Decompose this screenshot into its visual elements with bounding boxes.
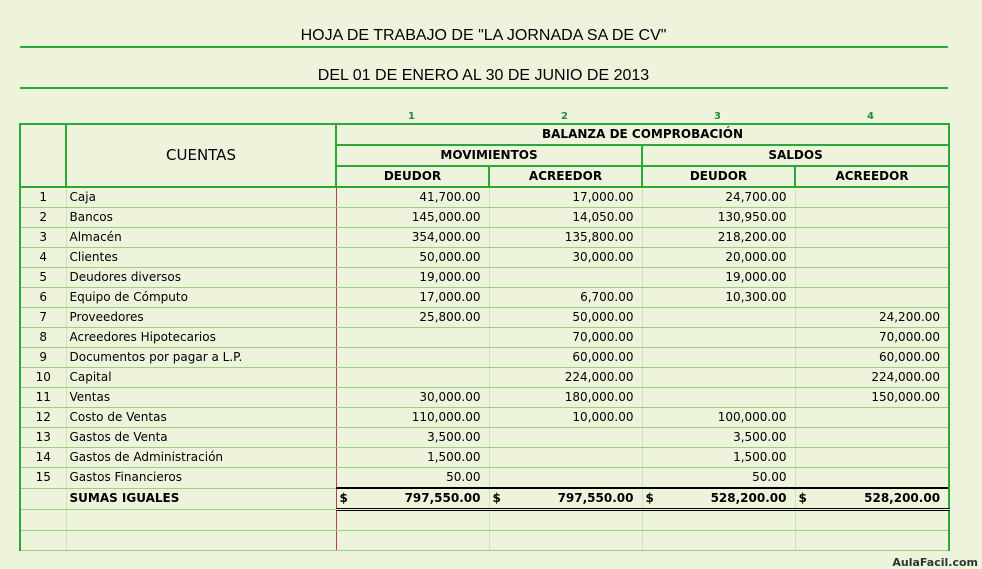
total-value: 797,550.00	[404, 491, 481, 505]
sal-acreedor-value	[795, 428, 949, 448]
sal-deudor-value: 130,950.00	[642, 208, 795, 228]
sal-deudor-value	[642, 368, 795, 388]
sal-deudor-value: 20,000.00	[642, 248, 795, 268]
totals-label: SUMAS IGUALES	[66, 488, 336, 510]
mov-deudor-value: 50.00	[336, 468, 489, 489]
account-name: Documentos por pagar a L.P.	[66, 348, 336, 368]
mov-deudor-value: 145,000.00	[336, 208, 489, 228]
column-number-4: 4	[867, 111, 874, 122]
sal-acreedor-value	[795, 228, 949, 248]
account-name: Clientes	[66, 248, 336, 268]
row-number: 10	[20, 368, 66, 388]
sal-deudor-value	[642, 348, 795, 368]
sal-deudor-value: 3,500.00	[642, 428, 795, 448]
table-row	[20, 448, 949, 468]
empty-row	[20, 531, 949, 551]
total-sal-acreedor	[795, 488, 949, 510]
row-number: 8	[20, 328, 66, 348]
sal-acreedor-value	[795, 288, 949, 308]
sal-deudor-header: DEUDOR	[642, 166, 795, 187]
row-number: 4	[20, 248, 66, 268]
mov-acreedor-value: 224,000.00	[489, 368, 642, 388]
account-name: Costo de Ventas	[66, 408, 336, 428]
totals-index-cell	[20, 488, 66, 510]
total-value: 797,550.00	[557, 491, 634, 505]
mov-acreedor-value: 6,700.00	[489, 288, 642, 308]
mov-deudor-value	[336, 328, 489, 348]
worksheet-table	[19, 123, 950, 551]
sal-acreedor-value	[795, 268, 949, 288]
account-name: Acreedores Hipotecarios	[66, 328, 336, 348]
account-name: Equipo de Cómputo	[66, 288, 336, 308]
empty-cell	[489, 510, 642, 531]
mov-deudor-value: 50,000.00	[336, 248, 489, 268]
sal-deudor-value: 10,300.00	[642, 288, 795, 308]
mov-acreedor-value	[489, 268, 642, 288]
mov-acreedor-value: 10,000.00	[489, 408, 642, 428]
empty-cell	[20, 510, 66, 531]
account-name: Caja	[66, 187, 336, 208]
account-name: Capital	[66, 368, 336, 388]
account-name: Bancos	[66, 208, 336, 228]
table-row	[20, 348, 949, 368]
table-row	[20, 187, 949, 208]
empty-cell	[66, 510, 336, 531]
table-body	[20, 187, 949, 551]
total-mov-deudor	[336, 488, 489, 510]
row-number: 14	[20, 448, 66, 468]
table-row	[20, 388, 949, 408]
table-row	[20, 228, 949, 248]
account-name: Deudores diversos	[66, 268, 336, 288]
header-index-cell	[20, 124, 66, 187]
sal-acreedor-value	[795, 248, 949, 268]
sal-deudor-value: 218,200.00	[642, 228, 795, 248]
mov-deudor-value: 41,700.00	[336, 187, 489, 208]
table-row	[20, 368, 949, 388]
empty-cell	[336, 510, 489, 531]
mov-deudor-value	[336, 348, 489, 368]
empty-row	[20, 510, 949, 531]
empty-cell	[795, 531, 949, 551]
row-number: 9	[20, 348, 66, 368]
row-number: 1	[20, 187, 66, 208]
total-value: 528,200.00	[864, 491, 941, 505]
row-number: 12	[20, 408, 66, 428]
mov-deudor-value	[336, 368, 489, 388]
column-number-1: 1	[408, 111, 415, 122]
row-number: 5	[20, 268, 66, 288]
empty-cell	[642, 510, 795, 531]
sal-deudor-value: 1,500.00	[642, 448, 795, 468]
table-row	[20, 428, 949, 448]
table-row	[20, 268, 949, 288]
mov-deudor-value: 3,500.00	[336, 428, 489, 448]
sal-acreedor-value	[795, 408, 949, 428]
sal-deudor-value: 50.00	[642, 468, 795, 489]
mov-deudor-value: 19,000.00	[336, 268, 489, 288]
empty-cell	[20, 531, 66, 551]
currency-symbol: $	[798, 491, 807, 505]
total-mov-acreedor	[489, 488, 642, 510]
row-number: 2	[20, 208, 66, 228]
sal-deudor-value	[642, 388, 795, 408]
mov-deudor-value: 354,000.00	[336, 228, 489, 248]
mov-acreedor-value: 30,000.00	[489, 248, 642, 268]
movimientos-header: MOVIMIENTOS	[336, 145, 642, 166]
mov-acreedor-value: 180,000.00	[489, 388, 642, 408]
mov-deudor-value: 30,000.00	[336, 388, 489, 408]
mov-acreedor-value	[489, 468, 642, 489]
account-name: Almacén	[66, 228, 336, 248]
column-number-2: 2	[561, 111, 568, 122]
mov-acreedor-value: 60,000.00	[489, 348, 642, 368]
sal-acreedor-value: 224,000.00	[795, 368, 949, 388]
account-name: Gastos de Venta	[66, 428, 336, 448]
empty-cell	[642, 531, 795, 551]
row-number: 11	[20, 388, 66, 408]
period-underline	[20, 87, 948, 89]
mov-deudor-value: 1,500.00	[336, 448, 489, 468]
mov-deudor-header: DEUDOR	[336, 166, 489, 187]
mov-acreedor-header: ACREEDOR	[489, 166, 642, 187]
mov-acreedor-value: 50,000.00	[489, 308, 642, 328]
row-number: 6	[20, 288, 66, 308]
sal-deudor-value: 24,700.00	[642, 187, 795, 208]
mov-acreedor-value: 14,050.00	[489, 208, 642, 228]
mov-deudor-value: 17,000.00	[336, 288, 489, 308]
empty-cell	[489, 531, 642, 551]
currency-symbol: $	[339, 491, 348, 505]
sal-acreedor-value: 150,000.00	[795, 388, 949, 408]
sal-deudor-value	[642, 328, 795, 348]
table-row	[20, 408, 949, 428]
table-row	[20, 288, 949, 308]
sal-acreedor-value	[795, 448, 949, 468]
currency-symbol: $	[645, 491, 654, 505]
empty-cell	[336, 531, 489, 551]
currency-symbol: $	[492, 491, 501, 505]
account-name: Gastos Financieros	[66, 468, 336, 489]
mov-acreedor-value: 70,000.00	[489, 328, 642, 348]
mov-deudor-value: 25,800.00	[336, 308, 489, 328]
totals-row	[20, 488, 949, 510]
sal-deudor-value: 19,000.00	[642, 268, 795, 288]
mov-deudor-value: 110,000.00	[336, 408, 489, 428]
saldos-header: SALDOS	[642, 145, 949, 166]
table-row	[20, 468, 949, 489]
row-number: 3	[20, 228, 66, 248]
sal-acreedor-value	[795, 208, 949, 228]
empty-cell	[66, 531, 336, 551]
account-name: Ventas	[66, 388, 336, 408]
empty-cell	[795, 510, 949, 531]
sheet-period: DEL 01 DE ENERO AL 30 DE JUNIO DE 2013	[317, 67, 650, 84]
sal-deudor-value	[642, 308, 795, 328]
sal-acreedor-value: 24,200.00	[795, 308, 949, 328]
table-row	[20, 328, 949, 348]
mov-acreedor-value: 17,000.00	[489, 187, 642, 208]
sheet-title: HOJA DE TRABAJO DE "LA JORNADA SA DE CV"	[300, 27, 667, 44]
row-number: 15	[20, 468, 66, 489]
title-underline	[20, 46, 948, 48]
sal-acreedor-value: 70,000.00	[795, 328, 949, 348]
mov-acreedor-value	[489, 448, 642, 468]
aulafacil-logo: AulaFacil.com	[892, 556, 978, 569]
total-sal-deudor	[642, 488, 795, 510]
sal-acreedor-value	[795, 187, 949, 208]
row-number: 13	[20, 428, 66, 448]
row-number: 7	[20, 308, 66, 328]
cuentas-header: CUENTAS	[66, 124, 336, 187]
account-name: Gastos de Administración	[66, 448, 336, 468]
mov-acreedor-value: 135,800.00	[489, 228, 642, 248]
mov-acreedor-value	[489, 428, 642, 448]
sal-deudor-value: 100,000.00	[642, 408, 795, 428]
account-name: Proveedores	[66, 308, 336, 328]
sal-acreedor-header: ACREEDOR	[795, 166, 949, 187]
total-value: 528,200.00	[710, 491, 787, 505]
column-number-3: 3	[714, 111, 721, 122]
table-row	[20, 208, 949, 228]
balanza-header: BALANZA DE COMPROBACIÓN	[336, 124, 949, 145]
sal-acreedor-value	[795, 468, 949, 489]
table-row	[20, 248, 949, 268]
sal-acreedor-value: 60,000.00	[795, 348, 949, 368]
table-row	[20, 308, 949, 328]
